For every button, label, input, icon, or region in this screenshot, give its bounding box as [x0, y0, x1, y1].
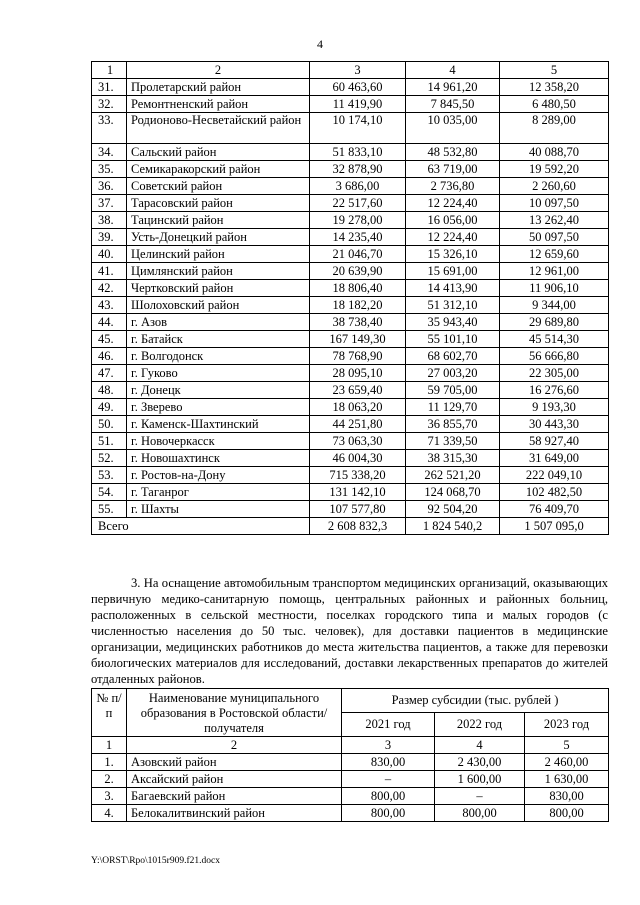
municipality-cell: г. Таганрог [127, 484, 310, 501]
column-index-cell: 2 [127, 737, 342, 754]
value-cell-col4: 11 129,70 [406, 399, 500, 416]
value-cell-col4: 12 224,40 [406, 195, 500, 212]
row-number-cell: 45. [92, 331, 127, 348]
municipality-cell: Белокалитвинский район [127, 805, 342, 822]
value-cell-col4: 27 003,20 [406, 365, 500, 382]
table-row [92, 484, 609, 501]
total-value-col4: 1 824 540,2 [406, 518, 500, 535]
row-number-cell: 44. [92, 314, 127, 331]
subsidy-2023-cell: 1 630,00 [525, 771, 609, 788]
subsidy-2023-cell: 800,00 [525, 805, 609, 822]
value-cell-col5: 8 289,00 [500, 113, 609, 144]
subsidy-amount-header: Размер субсидии (тыс. рублей ) [342, 689, 609, 713]
column-index-row [92, 62, 609, 79]
value-cell-col4: 38 315,30 [406, 450, 500, 467]
value-cell-col5: 45 514,30 [500, 331, 609, 348]
value-cell-col3: 46 004,30 [310, 450, 406, 467]
municipality-cell: г. Донецк [127, 382, 310, 399]
table-row [92, 144, 609, 161]
year-header-2022: 2022 год [435, 713, 525, 737]
value-cell-col3: 167 149,30 [310, 331, 406, 348]
row-number-cell: 37. [92, 195, 127, 212]
value-cell-col5: 12 358,20 [500, 79, 609, 96]
table-row [92, 501, 609, 518]
value-cell-col4: 51 312,10 [406, 297, 500, 314]
municipality-cell: Цимлянский район [127, 263, 310, 280]
value-cell-col3: 18 063,20 [310, 399, 406, 416]
subsidy-2023-cell: 2 460,00 [525, 754, 609, 771]
column-index-cell: 3 [342, 737, 435, 754]
value-cell-col3: 715 338,20 [310, 467, 406, 484]
value-cell-col4: 124 068,70 [406, 484, 500, 501]
column-index-cell: 1 [92, 62, 127, 79]
table-row [92, 246, 609, 263]
row-number-cell: 53. [92, 467, 127, 484]
table-row [92, 467, 609, 484]
municipality-cell: Усть-Донецкий район [127, 229, 310, 246]
value-cell-col5: 40 088,70 [500, 144, 609, 161]
municipality-cell: Целинский район [127, 246, 310, 263]
row-number-cell: 1. [92, 754, 127, 771]
value-cell-col3: 28 095,10 [310, 365, 406, 382]
row-number-cell: 35. [92, 161, 127, 178]
value-cell-col3: 18 806,40 [310, 280, 406, 297]
value-cell-col3: 60 463,60 [310, 79, 406, 96]
row-number-cell: 32. [92, 96, 127, 113]
municipality-cell: г. Батайск [127, 331, 310, 348]
municipality-cell: г. Гуково [127, 365, 310, 382]
value-cell-col4: 2 736,80 [406, 178, 500, 195]
row-number-cell: 4. [92, 805, 127, 822]
table-row [92, 399, 609, 416]
table-row [92, 805, 609, 822]
subsidy-2023-cell: 830,00 [525, 788, 609, 805]
municipality-cell: Чертковский район [127, 280, 310, 297]
value-cell-col5: 9 344,00 [500, 297, 609, 314]
table-row [92, 178, 609, 195]
value-cell-col5: 16 276,60 [500, 382, 609, 399]
value-cell-col5: 56 666,80 [500, 348, 609, 365]
column-index-cell: 1 [92, 737, 127, 754]
row-number-cell: 33. [92, 113, 127, 144]
row-number-cell: 42. [92, 280, 127, 297]
table-row [92, 450, 609, 467]
value-cell-col4: 15 326,10 [406, 246, 500, 263]
value-cell-col3: 107 577,80 [310, 501, 406, 518]
value-cell-col4: 71 339,50 [406, 433, 500, 450]
table-row [92, 212, 609, 229]
table-row [92, 280, 609, 297]
municipality-cell: г. Зверево [127, 399, 310, 416]
value-cell-col5: 12 961,00 [500, 263, 609, 280]
value-cell-col4: 12 224,40 [406, 229, 500, 246]
value-cell-col3: 32 878,90 [310, 161, 406, 178]
column-index-cell: 4 [406, 62, 500, 79]
municipality-cell: Советский район [127, 178, 310, 195]
value-cell-col3: 44 251,80 [310, 416, 406, 433]
column-index-cell: 4 [435, 737, 525, 754]
value-cell-col4: 92 504,20 [406, 501, 500, 518]
table-row [92, 348, 609, 365]
table-row [92, 382, 609, 399]
row-number-cell: 40. [92, 246, 127, 263]
value-cell-col4: 14 961,20 [406, 79, 500, 96]
column-index-cell: 3 [310, 62, 406, 79]
municipality-cell: Аксайский район [127, 771, 342, 788]
table-header-row [92, 689, 609, 713]
row-number-cell: 39. [92, 229, 127, 246]
subsidy-2022-cell: 800,00 [435, 805, 525, 822]
municipality-cell: г. Шахты [127, 501, 310, 518]
value-cell-col4: 16 056,00 [406, 212, 500, 229]
row-number-cell: 52. [92, 450, 127, 467]
municipality-cell: г. Новошахтинск [127, 450, 310, 467]
subsidy-2021-cell: 830,00 [342, 754, 435, 771]
value-cell-col4: 48 532,80 [406, 144, 500, 161]
value-cell-col4: 36 855,70 [406, 416, 500, 433]
row-number-cell: 2. [92, 771, 127, 788]
municipality-cell: Тацинский район [127, 212, 310, 229]
municipality-cell: г. Новочеркасск [127, 433, 310, 450]
value-cell-col3: 73 063,30 [310, 433, 406, 450]
total-row [92, 518, 609, 535]
row-number-cell: 49. [92, 399, 127, 416]
value-cell-col5: 12 659,60 [500, 246, 609, 263]
value-cell-col5: 102 482,50 [500, 484, 609, 501]
row-number-cell: 55. [92, 501, 127, 518]
subsidy-table-body [92, 62, 609, 535]
subsidy-2021-cell: – [342, 771, 435, 788]
value-cell-col4: 7 845,50 [406, 96, 500, 113]
municipality-cell: Тарасовский район [127, 195, 310, 212]
value-cell-col5: 30 443,30 [500, 416, 609, 433]
municipality-cell: Ремонтненский район [127, 96, 310, 113]
value-cell-col3: 19 278,00 [310, 212, 406, 229]
table-row [92, 771, 609, 788]
value-cell-col5: 29 689,80 [500, 314, 609, 331]
row-number-cell: 50. [92, 416, 127, 433]
column-index-cell: 5 [500, 62, 609, 79]
value-cell-col5: 22 305,00 [500, 365, 609, 382]
table-row [92, 331, 609, 348]
value-cell-col3: 21 046,70 [310, 246, 406, 263]
value-cell-col3: 23 659,40 [310, 382, 406, 399]
subsidy-2021-cell: 800,00 [342, 788, 435, 805]
transport-subsidy-table [91, 688, 609, 822]
municipality-cell: Родионово-Несветайский район [127, 113, 310, 144]
column-index-cell: 5 [525, 737, 609, 754]
table-row [92, 96, 609, 113]
column-index-cell: 2 [127, 62, 310, 79]
value-cell-col4: 10 035,00 [406, 113, 500, 144]
subsidy-table-continued [91, 61, 609, 535]
value-cell-col3: 20 639,90 [310, 263, 406, 280]
subsidy-2022-cell: 2 430,00 [435, 754, 525, 771]
municipality-cell: г. Азов [127, 314, 310, 331]
row-number-cell: 38. [92, 212, 127, 229]
year-header-2023: 2023 год [525, 713, 609, 737]
table-row [92, 433, 609, 450]
value-cell-col5: 50 097,50 [500, 229, 609, 246]
table-row [92, 365, 609, 382]
value-cell-col3: 10 174,10 [310, 113, 406, 144]
row-number-cell: 3. [92, 788, 127, 805]
value-cell-col5: 6 480,50 [500, 96, 609, 113]
subsidy-2022-cell: 1 600,00 [435, 771, 525, 788]
subsidy-2021-cell: 800,00 [342, 805, 435, 822]
row-number-cell: 34. [92, 144, 127, 161]
municipality-cell: Сальский район [127, 144, 310, 161]
value-cell-col5: 222 049,10 [500, 467, 609, 484]
row-number-cell: 47. [92, 365, 127, 382]
row-number-cell: 41. [92, 263, 127, 280]
total-value-col5: 1 507 095,0 [500, 518, 609, 535]
value-cell-col5: 9 193,30 [500, 399, 609, 416]
row-number-cell: 54. [92, 484, 127, 501]
value-cell-col5: 10 097,50 [500, 195, 609, 212]
column-index-row [92, 737, 609, 754]
value-cell-col4: 59 705,00 [406, 382, 500, 399]
value-cell-col5: 19 592,20 [500, 161, 609, 178]
value-cell-col3: 131 142,10 [310, 484, 406, 501]
value-cell-col3: 11 419,90 [310, 96, 406, 113]
value-cell-col3: 22 517,60 [310, 195, 406, 212]
value-cell-col4: 14 413,90 [406, 280, 500, 297]
table-row [92, 788, 609, 805]
value-cell-col5: 31 649,00 [500, 450, 609, 467]
table-row [92, 79, 609, 96]
municipality-cell: г. Каменск-Шахтинский [127, 416, 310, 433]
value-cell-col4: 15 691,00 [406, 263, 500, 280]
row-number-cell: 51. [92, 433, 127, 450]
municipality-cell: Азовский район [127, 754, 342, 771]
table-row [92, 754, 609, 771]
year-header-2021: 2021 год [342, 713, 435, 737]
table-row [92, 263, 609, 280]
value-cell-col5: 11 906,10 [500, 280, 609, 297]
municipality-cell: Багаевский район [127, 788, 342, 805]
total-value-col3: 2 608 832,3 [310, 518, 406, 535]
table-row [92, 229, 609, 246]
row-number-cell: 43. [92, 297, 127, 314]
row-number-cell: 36. [92, 178, 127, 195]
subsidy-2022-cell: – [435, 788, 525, 805]
value-cell-col3: 51 833,10 [310, 144, 406, 161]
value-cell-col5: 76 409,70 [500, 501, 609, 518]
municipality-cell: г. Волгодонск [127, 348, 310, 365]
value-cell-col3: 78 768,90 [310, 348, 406, 365]
table-row [92, 297, 609, 314]
value-cell-col4: 63 719,00 [406, 161, 500, 178]
table-row [92, 416, 609, 433]
value-cell-col4: 35 943,40 [406, 314, 500, 331]
value-cell-col4: 262 521,20 [406, 467, 500, 484]
value-cell-col4: 68 602,70 [406, 348, 500, 365]
table-row [92, 195, 609, 212]
section-3-paragraph: 3. На оснащение автомобильным транспортом медицинских организаций, оказывающих первичную медико-санитарную помощь, центральных районных и районных больниц, расположенных в сельской местности, поселках городского типа и малых городов (с численностью населения до 50 тыс. человек), для доставки пациентов в медицинские организации, медицинских работников до места жительства пациентов, а также для перевозки биологических материалов для исследований, доставки лекарственных препаратов до жителей отдаленных районов. [91, 576, 608, 686]
row-number-cell: 46. [92, 348, 127, 365]
number-column-header: № п/п [92, 689, 127, 737]
municipality-cell: Пролетарский район [127, 79, 310, 96]
total-label-cell: Всего [92, 518, 310, 535]
page-number: 4 [317, 37, 323, 51]
municipality-column-header: Наименование муниципального образования в Ростовской области/получателя [127, 689, 342, 737]
municipality-cell: г. Ростов-на-Дону [127, 467, 310, 484]
value-cell-col3: 3 686,00 [310, 178, 406, 195]
table-row [92, 314, 609, 331]
value-cell-col3: 14 235,40 [310, 229, 406, 246]
transport-subsidy-table-body [92, 689, 609, 822]
value-cell-col5: 58 927,40 [500, 433, 609, 450]
value-cell-col5: 13 262,40 [500, 212, 609, 229]
row-number-cell: 31. [92, 79, 127, 96]
table-row [92, 161, 609, 178]
value-cell-col3: 38 738,40 [310, 314, 406, 331]
table-row [92, 113, 609, 144]
value-cell-col5: 2 260,60 [500, 178, 609, 195]
row-number-cell: 48. [92, 382, 127, 399]
municipality-cell: Шолоховский район [127, 297, 310, 314]
value-cell-col3: 18 182,20 [310, 297, 406, 314]
footer-file-path: Y:\ORST\Rpo\1015r909.f21.docx [91, 856, 220, 866]
value-cell-col4: 55 101,10 [406, 331, 500, 348]
municipality-cell: Семикаракорский район [127, 161, 310, 178]
